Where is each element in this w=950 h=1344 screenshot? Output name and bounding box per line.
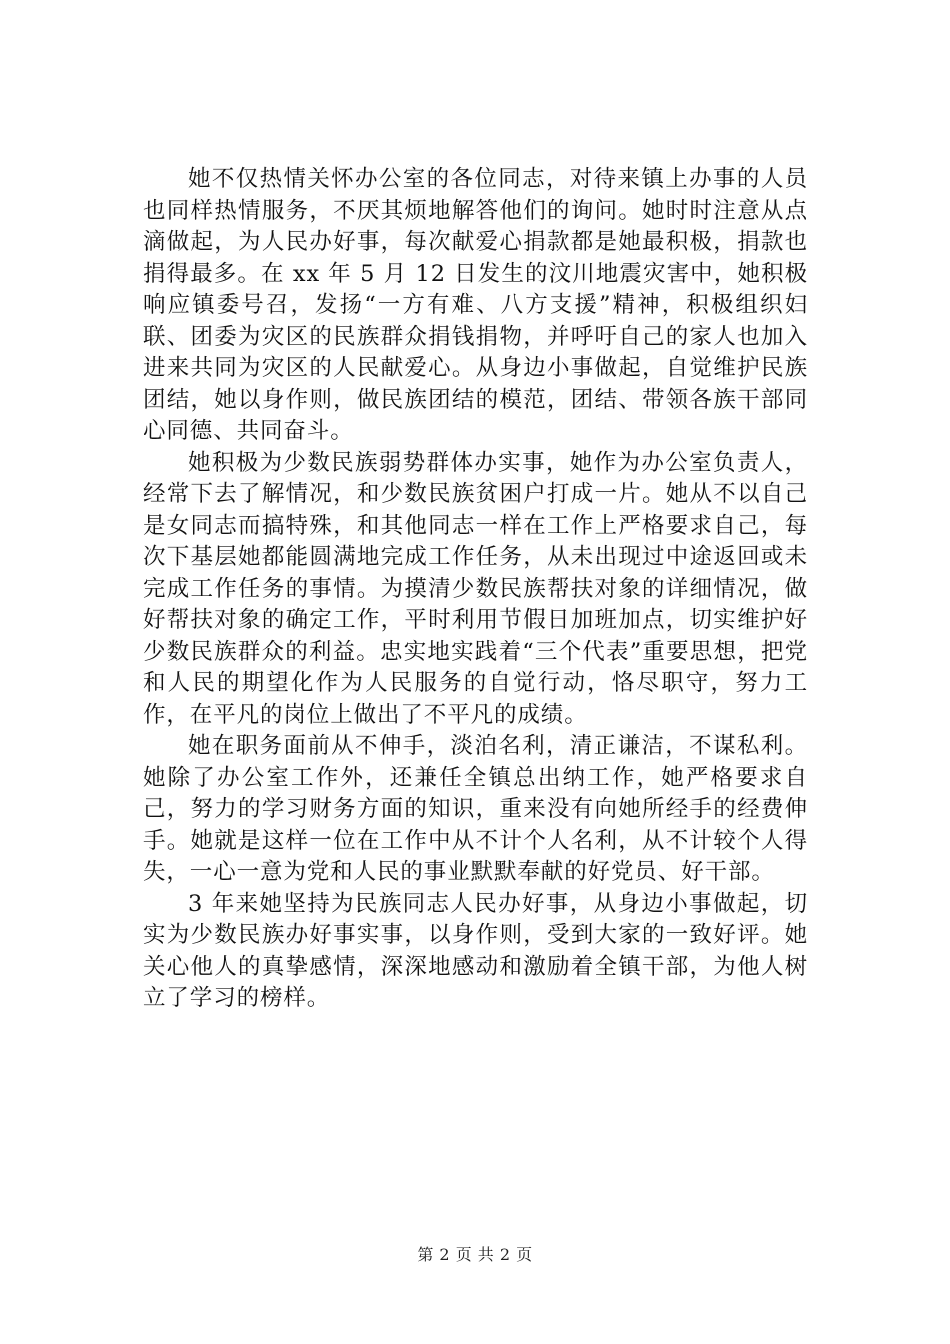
body-paragraph: 她在职务面前从不伸手，淡泊名利，清正谦洁，不谋私利。她除了办公室工作外，还兼任全镇总出纳工作，她严格要求自己，努力的学习财务方面的知识，重来没有向她所经手的经费伸手。她就是这样一位在工作中从不计个人名利，从不计较个人得失，一心一意为党和人民的事业默默奉献的好党员、好干部。 [143,733,808,885]
body-paragraph: 她积极为少数民族弱势群体办实事，她作为办公室负责人，经常下去了解情况，和少数民族贫困户打成一片。她从不以自己是女同志而搞特殊，和其他同志一样在工作上严格要求自己，每次下基层她都能圆满地完成工作任务，从未出现过中途返回或未完成工作任务的事情。为摸清少数民族帮扶对象的详细情况，做好帮扶对象的确定工作，平时利用节假日加班加点，切实维护好少数民族群众的利益。忠实地实践着“三个代表”重要思想，把党和人民的期望化作为人民服务的自觉行动，恪尽职守，努力工作，在平凡的岗位上做出了不平凡的成绩。 [143,449,808,728]
page-number-footer: 第 2 页 共 2 页 [417,1245,533,1264]
body-paragraph: 3 年来她坚持为民族同志人民办好事，从身边小事做起，切实为少数民族办好事实事，以身作则，受到大家的一致好评。她关心他人的真挚感情，深深地感动和激励着全镇干部，为他人树立了学习的榜样。 [143,890,808,1011]
body-paragraph: 她不仅热情关怀办公室的各位同志，对待来镇上办事的人员也同样热情服务，不厌其烦地解答他们的询问。她时时注意从点滴做起，为人民办好事，每次献爱心捐款都是她最积极，捐款也捐得最多。在 xx 年 5 月 12 日发生的汶川地震灾害中，她积极响应镇委号召，发扬“一方有难、八方支援”精神，积极组织妇联、团委为灾区的民族群众捐钱捐物，并呼吁自己的家人也加入进来共同为灾区的人民献爱心。从身边小事做起，自觉维护民族团结，她以身作则，做民族团结的模范，团结、带领各族干部同心同德、共同奋斗。 [143,166,808,444]
document-body [143,164,808,1015]
